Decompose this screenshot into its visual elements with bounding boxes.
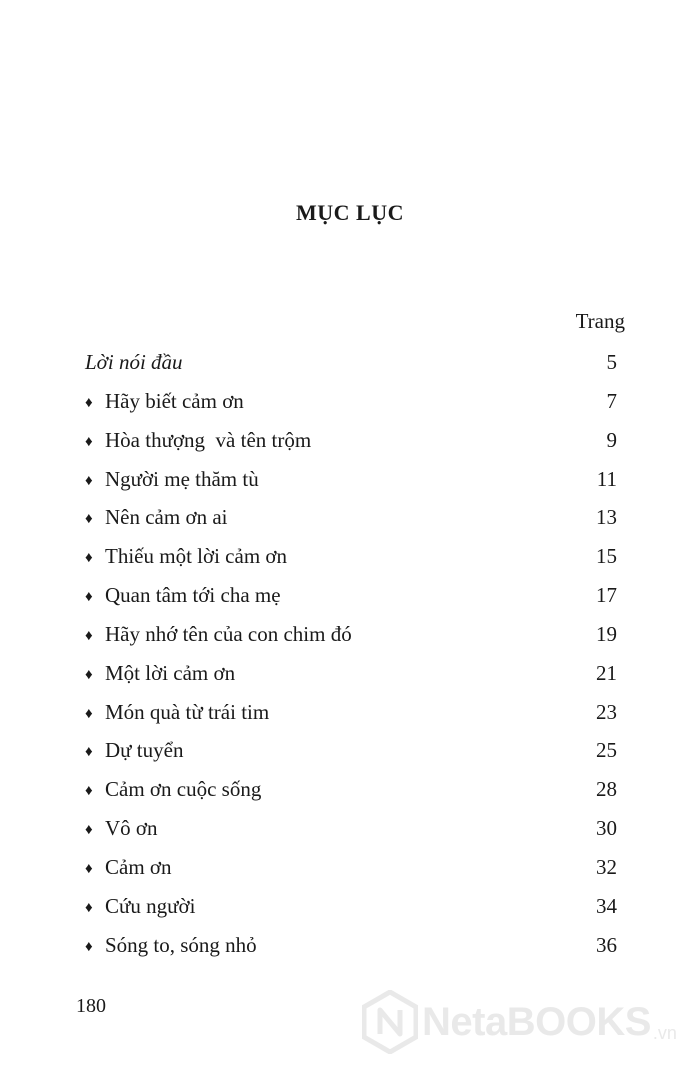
toc-row [85,852,617,891]
toc-page-number: 25 [596,738,617,763]
diamond-bullet-icon: ♦ [85,822,93,839]
watermark [362,990,677,1054]
toc-entry [85,619,352,652]
diamond-bullet-icon: ♦ [85,666,93,683]
toc-entry [85,502,227,535]
toc-row [85,774,617,813]
toc-entry-title: Hãy nhớ tên của con chim đó [105,621,352,646]
toc-entry [85,891,195,924]
toc-entry-title: Một lời cảm ơn [105,660,236,685]
page-column-label: Trang [575,309,625,333]
diamond-bullet-icon: ♦ [85,899,93,916]
toc-entry [85,425,311,458]
toc-row [85,386,617,425]
toc-row [85,735,617,774]
toc-entry [85,347,183,377]
toc-page-number: 9 [606,427,617,452]
toc-row [85,619,617,658]
watermark-brand: NetaBOOKS [422,999,651,1044]
toc-page-number: 5 [606,350,617,374]
toc-page-number: 28 [596,777,617,802]
toc-entry [85,658,235,691]
toc-entry-title: Hãy biết cảm ơn [105,388,244,413]
toc-entry [85,464,259,497]
toc-entry [85,386,244,419]
toc-entry [85,930,257,963]
toc-row [85,502,617,541]
toc-entry-title: Thiếu một lời cảm ơn [105,544,288,569]
netabooks-logo-icon [362,990,418,1054]
toc-entry-title: Cảm ơn [105,854,172,879]
page-title: MỤC LỤC [296,200,404,225]
toc-row [85,930,617,969]
toc-page-number: 30 [596,816,617,841]
diamond-bullet-icon: ♦ [85,433,93,450]
toc-entry-title: Hòa thượng và tên trộm [105,427,312,452]
toc-entry-title: Nên cảm ơn ai [105,505,228,530]
toc-entry-title: Cảm ơn cuộc sống [105,777,262,802]
toc-entry-title: Dự tuyển [105,738,184,763]
toc-entry-title: Lời nói đầu [85,350,183,374]
toc-page-number: 21 [596,660,617,685]
toc-page-number: 15 [596,544,617,569]
toc-row [85,813,617,852]
diamond-bullet-icon: ♦ [85,783,93,800]
toc-entry [85,580,281,613]
diamond-bullet-icon: ♦ [85,938,93,955]
diamond-bullet-icon: ♦ [85,860,93,877]
toc-entry [85,541,287,574]
page-folio-number: 180 [76,995,106,1017]
diamond-bullet-icon: ♦ [85,394,93,411]
diamond-bullet-icon: ♦ [85,589,93,606]
toc-page-number: 34 [596,893,617,918]
toc-page-number: 17 [596,583,617,608]
diamond-bullet-icon: ♦ [85,744,93,761]
toc-page-number: 19 [596,621,617,646]
toc-row [85,347,617,386]
toc-row [85,697,617,736]
toc-page-number: 36 [596,932,617,957]
toc-row [85,541,617,580]
toc-page-number: 11 [596,466,617,491]
toc-entry-title: Quan tâm tới cha mẹ [105,583,281,608]
toc-entry-title: Món quà từ trái tim [105,699,270,724]
toc-entry [85,735,183,768]
toc-entry [85,852,172,885]
toc-entry-title: Cứu người [105,893,196,918]
toc-entry [85,774,261,807]
toc-page-number: 32 [596,854,617,879]
toc-entry-title: Người mẹ thăm tù [105,466,259,491]
toc-page-number: 23 [596,699,617,724]
toc-row [85,891,617,930]
toc-row [85,464,617,503]
toc-page-number: 7 [606,388,617,413]
toc-entry [85,697,269,730]
table-of-contents [85,347,617,969]
diamond-bullet-icon: ♦ [85,511,93,528]
diamond-bullet-icon: ♦ [85,472,93,489]
watermark-suffix: .vn [652,1023,677,1043]
diamond-bullet-icon: ♦ [85,705,93,722]
toc-row [85,658,617,697]
toc-entry-title: Vô ơn [105,816,158,841]
toc-entry-title: Sóng to, sóng nhỏ [105,932,257,957]
diamond-bullet-icon: ♦ [85,550,93,567]
toc-page-number: 13 [596,505,617,530]
diamond-bullet-icon: ♦ [85,627,93,644]
toc-row [85,580,617,619]
toc-row [85,425,617,464]
toc-entry [85,813,158,846]
